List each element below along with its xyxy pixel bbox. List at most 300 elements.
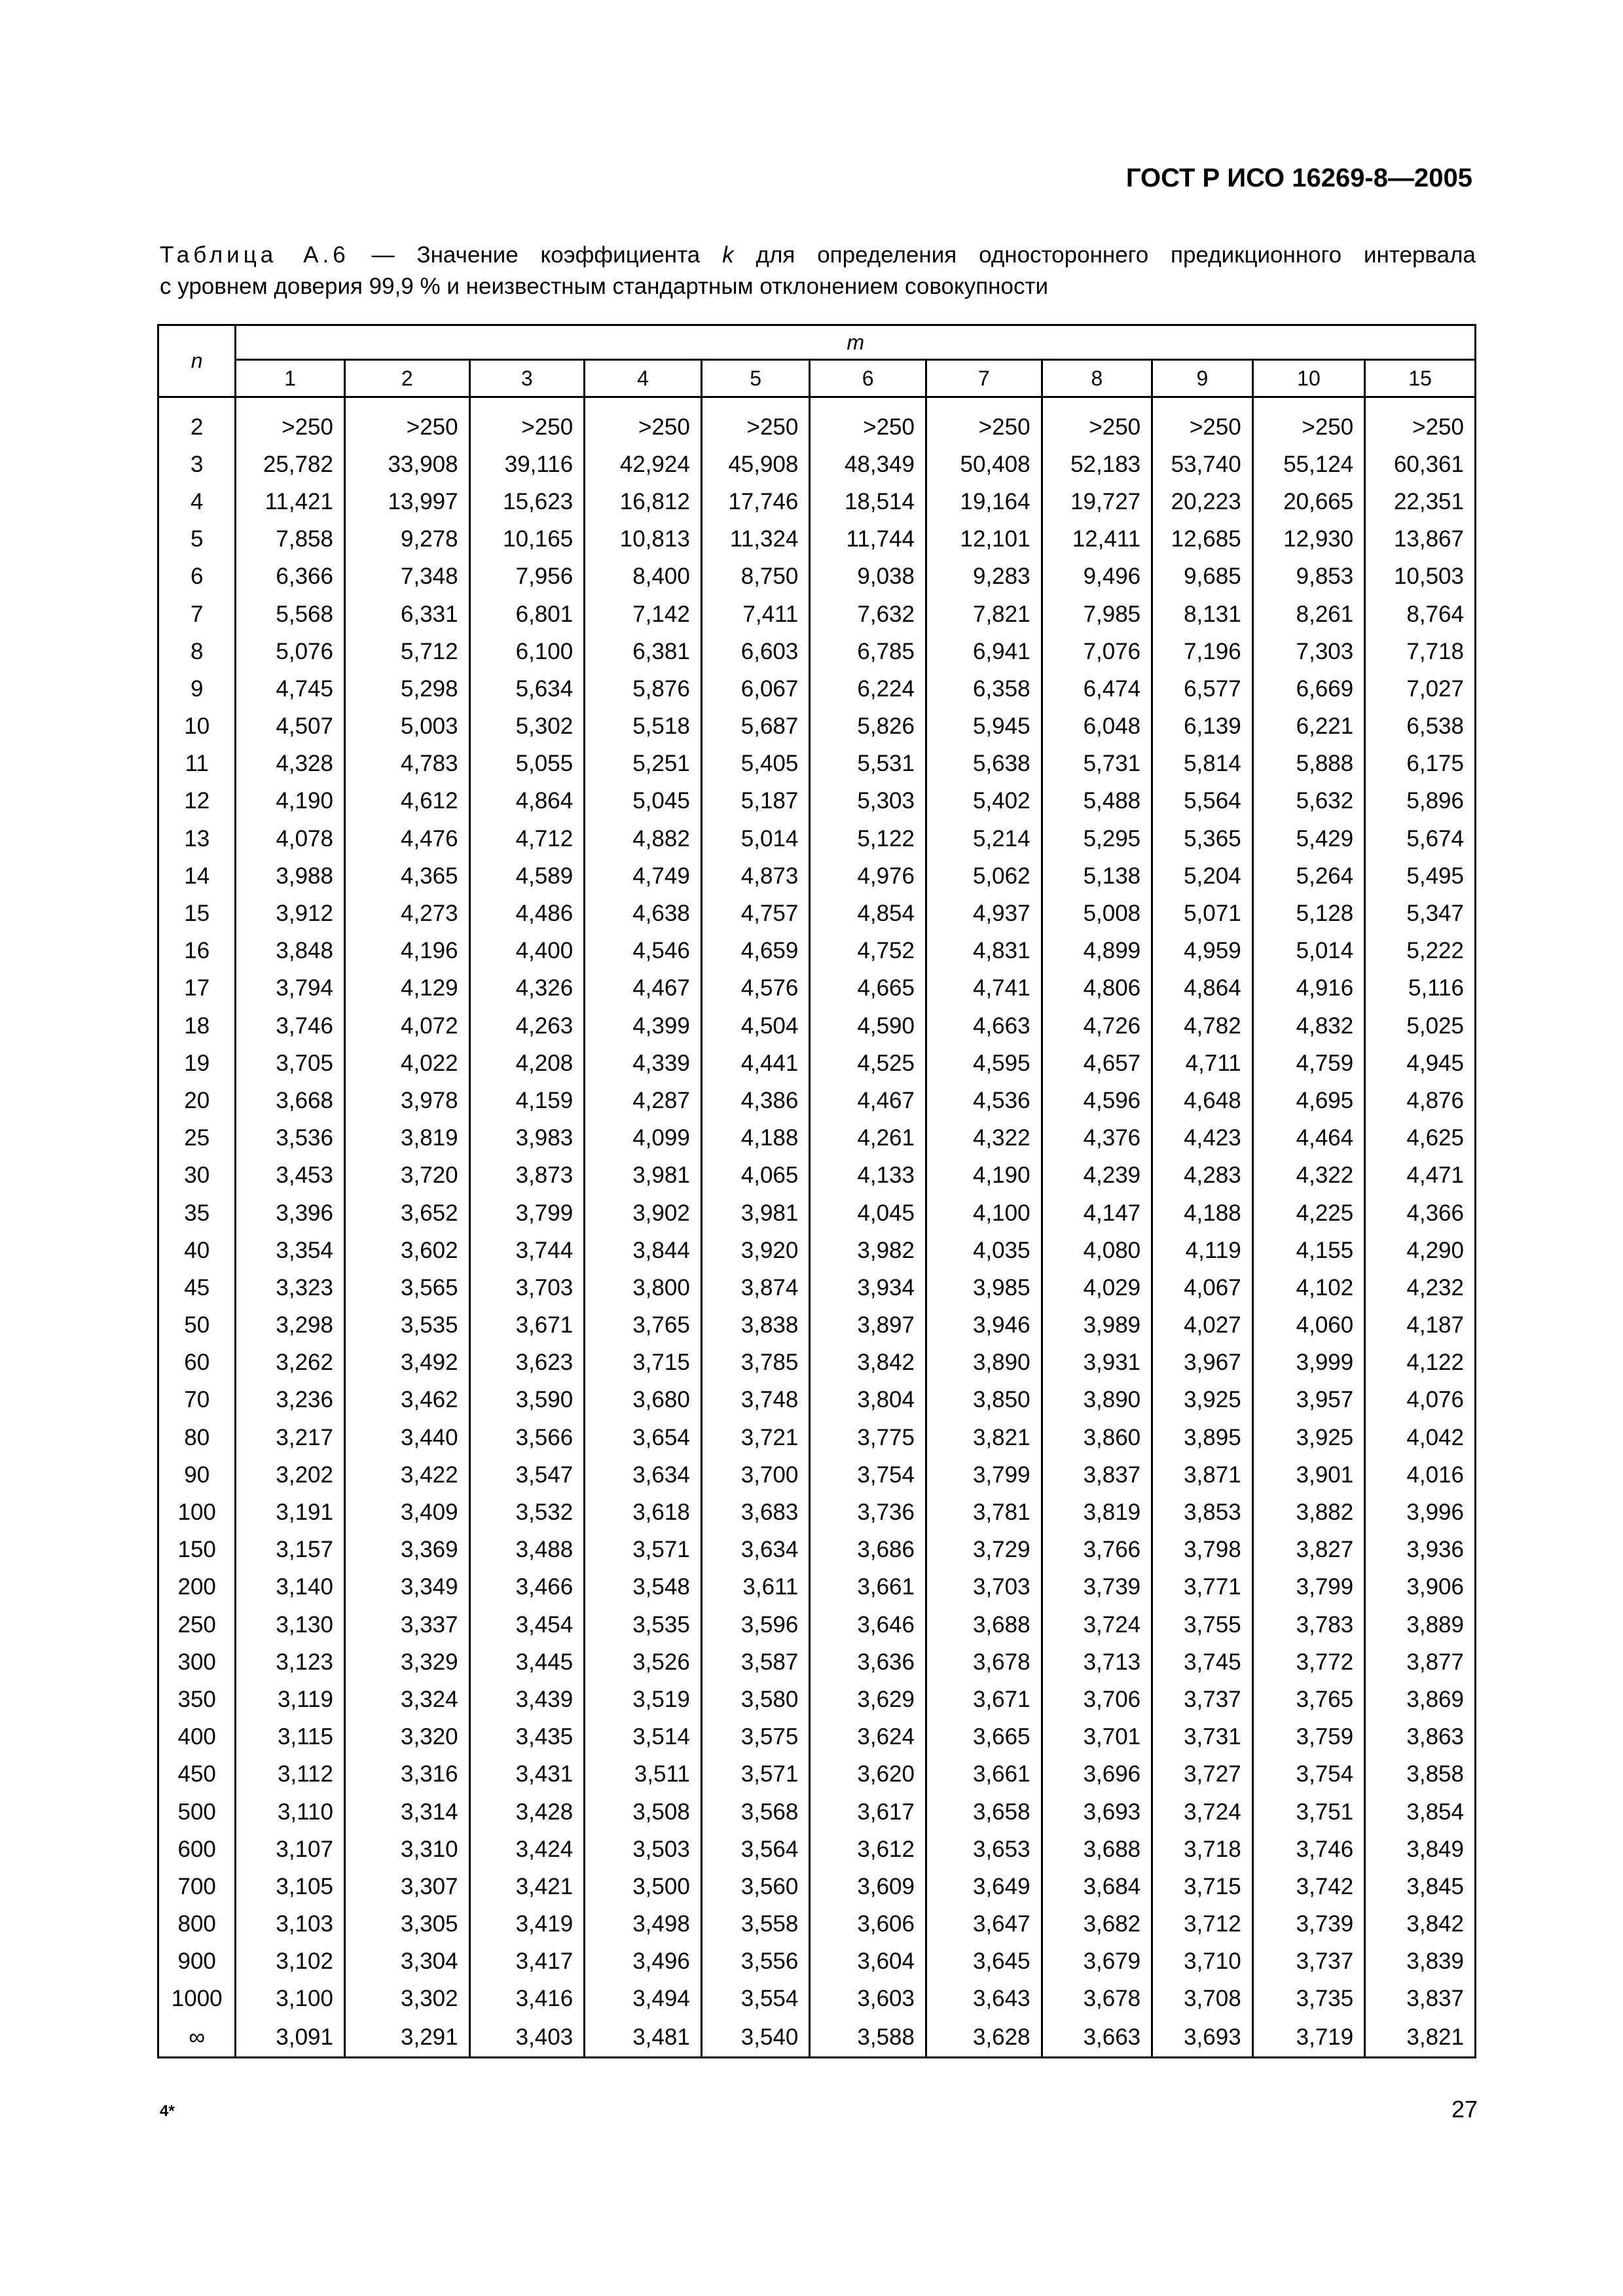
n-value: 9 bbox=[158, 670, 236, 708]
k-value-cell: >250 bbox=[585, 408, 702, 446]
k-value-cell: 3,925 bbox=[1152, 1382, 1253, 1419]
k-value-cell: 3,435 bbox=[469, 1719, 585, 1756]
k-value-cell: 7,142 bbox=[585, 596, 702, 633]
k-value-cell: 3,590 bbox=[469, 1382, 585, 1419]
k-value-cell: 4,261 bbox=[810, 1120, 926, 1157]
table-row bbox=[158, 783, 1476, 820]
k-value-cell: 20,223 bbox=[1152, 483, 1253, 520]
table-row bbox=[158, 483, 1476, 520]
m-value-header: 3 bbox=[469, 360, 585, 397]
k-value-cell: 3,324 bbox=[344, 1681, 469, 1718]
k-value-cell: 5,025 bbox=[1365, 1007, 1476, 1045]
k-value-cell: 4,864 bbox=[1152, 970, 1253, 1007]
k-value-cell: 45,908 bbox=[701, 446, 810, 483]
n-value: 4 bbox=[158, 483, 236, 520]
k-value-cell: 5,214 bbox=[926, 820, 1042, 857]
k-value-cell: 3,703 bbox=[469, 1269, 585, 1306]
k-value-cell: 3,712 bbox=[1152, 1906, 1253, 1943]
spacer-cell bbox=[585, 397, 702, 409]
k-value-cell: 3,957 bbox=[1252, 1382, 1365, 1419]
k-value-cell: 3,105 bbox=[236, 1868, 345, 1905]
k-value-cell: 3,931 bbox=[1042, 1344, 1152, 1382]
k-value-cell: 3,492 bbox=[344, 1344, 469, 1382]
k-value-cell: 19,164 bbox=[926, 483, 1042, 520]
k-value-cell: 7,303 bbox=[1252, 633, 1365, 670]
n-value: 5 bbox=[158, 521, 236, 558]
table-row bbox=[158, 895, 1476, 932]
k-value-cell: 3,720 bbox=[344, 1157, 469, 1194]
table-row bbox=[158, 670, 1476, 708]
k-value-cell: >250 bbox=[469, 408, 585, 446]
k-value-cell: 4,831 bbox=[926, 933, 1042, 970]
table-row bbox=[158, 708, 1476, 745]
k-value-cell: 3,819 bbox=[344, 1120, 469, 1157]
k-value-cell: 5,896 bbox=[1365, 783, 1476, 820]
n-value: 8 bbox=[158, 633, 236, 670]
n-value: 40 bbox=[158, 1232, 236, 1269]
caption-line-2: с уровнем доверия 99,9 % и неизвестным стандартным отклонением совокупности bbox=[160, 274, 1049, 299]
k-value-cell: 3,982 bbox=[810, 1232, 926, 1269]
k-value-cell: 3,897 bbox=[810, 1307, 926, 1344]
k-value-cell: 3,895 bbox=[1152, 1419, 1253, 1456]
k-value-cell: 3,724 bbox=[1152, 1793, 1253, 1831]
k-value-cell: 5,826 bbox=[810, 708, 926, 745]
k-value-cell: 5,564 bbox=[1152, 783, 1253, 820]
k-value-cell: 3,130 bbox=[236, 1606, 345, 1643]
k-value-cell: 3,606 bbox=[810, 1906, 926, 1943]
k-value-cell: 3,349 bbox=[344, 1569, 469, 1606]
k-value-cell: 10,813 bbox=[585, 521, 702, 558]
k-value-cell: 3,566 bbox=[469, 1419, 585, 1456]
k-value-cell: 9,283 bbox=[926, 558, 1042, 596]
k-value-cell: 6,381 bbox=[585, 633, 702, 670]
k-value-cell: 4,899 bbox=[1042, 933, 1152, 970]
k-value-cell: 4,287 bbox=[585, 1082, 702, 1119]
k-value-cell: 3,882 bbox=[1252, 1494, 1365, 1531]
k-value-cell: 4,873 bbox=[701, 857, 810, 895]
n-value: 350 bbox=[158, 1681, 236, 1718]
k-value-cell: 6,175 bbox=[1365, 745, 1476, 783]
k-value-cell: 9,038 bbox=[810, 558, 926, 596]
k-value-cell: 3,302 bbox=[344, 1981, 469, 2018]
k-value-cell: 3,794 bbox=[236, 970, 345, 1007]
k-value-cell: 4,122 bbox=[1365, 1344, 1476, 1382]
k-value-cell: 6,100 bbox=[469, 633, 585, 670]
k-value-cell: 4,060 bbox=[1252, 1307, 1365, 1344]
k-value-cell: 5,008 bbox=[1042, 895, 1152, 932]
k-value-cell: 3,744 bbox=[469, 1232, 585, 1269]
k-value-cell: 5,045 bbox=[585, 783, 702, 820]
k-value-cell: 4,467 bbox=[585, 970, 702, 1007]
standard-code: ГОСТ Р ИСО 16269-8—2005 bbox=[1125, 164, 1472, 192]
k-value-cell: 4,504 bbox=[701, 1007, 810, 1045]
k-value-cell: 3,652 bbox=[344, 1194, 469, 1232]
k-value-cell: 5,014 bbox=[1252, 933, 1365, 970]
k-value-cell: 4,376 bbox=[1042, 1120, 1152, 1157]
n-value: 12 bbox=[158, 783, 236, 820]
k-value-cell: 3,604 bbox=[810, 1943, 926, 1981]
k-value-cell: 4,467 bbox=[810, 1082, 926, 1119]
k-value-cell: 6,538 bbox=[1365, 708, 1476, 745]
n-value: 1000 bbox=[158, 1981, 236, 2018]
n-value: 16 bbox=[158, 933, 236, 970]
n-value: 13 bbox=[158, 820, 236, 857]
k-value-cell: 3,739 bbox=[1042, 1569, 1152, 1606]
n-value: 45 bbox=[158, 1269, 236, 1306]
k-value-cell: 3,488 bbox=[469, 1532, 585, 1569]
k-value-cell: 3,661 bbox=[810, 1569, 926, 1606]
k-value-cell: >250 bbox=[236, 408, 345, 446]
k-value-cell: 3,428 bbox=[469, 1793, 585, 1831]
k-value-cell: 4,864 bbox=[469, 783, 585, 820]
k-value-cell: 4,749 bbox=[585, 857, 702, 895]
k-value-cell: 3,799 bbox=[926, 1456, 1042, 1494]
k-value-cell: 3,602 bbox=[344, 1232, 469, 1269]
k-value-cell: 3,620 bbox=[810, 1756, 926, 1793]
k-value-cell: 3,746 bbox=[236, 1007, 345, 1045]
k-value-cell: 4,589 bbox=[469, 857, 585, 895]
k-value-cell: 3,440 bbox=[344, 1419, 469, 1456]
k-value-cell: 3,804 bbox=[810, 1382, 926, 1419]
k-value-cell: >250 bbox=[810, 408, 926, 446]
k-value-cell: 4,625 bbox=[1365, 1120, 1476, 1157]
table-row bbox=[158, 1532, 1476, 1569]
k-value-cell: 12,930 bbox=[1252, 521, 1365, 558]
k-value-cell: 3,693 bbox=[1152, 2018, 1253, 2058]
n-value: 100 bbox=[158, 1494, 236, 1531]
k-value-cell: 3,754 bbox=[810, 1456, 926, 1494]
k-value-cell: 33,908 bbox=[344, 446, 469, 483]
k-value-cell: 4,759 bbox=[1252, 1045, 1365, 1082]
k-value-cell: >250 bbox=[926, 408, 1042, 446]
k-value-cell: 5,138 bbox=[1042, 857, 1152, 895]
k-value-cell: 5,634 bbox=[469, 670, 585, 708]
k-value-cell: 3,481 bbox=[585, 2018, 702, 2058]
k-value-cell: 3,671 bbox=[926, 1681, 1042, 1718]
k-value-cell: 3,115 bbox=[236, 1719, 345, 1756]
table-row bbox=[158, 1681, 1476, 1718]
k-value-cell: 3,751 bbox=[1252, 1793, 1365, 1831]
table-row bbox=[158, 1419, 1476, 1456]
spacer-cell bbox=[344, 397, 469, 409]
k-value-cell: 4,695 bbox=[1252, 1082, 1365, 1119]
k-value-cell: 3,532 bbox=[469, 1494, 585, 1531]
k-value-cell: 3,708 bbox=[1152, 1981, 1253, 2018]
k-value-cell: 6,801 bbox=[469, 596, 585, 633]
k-value-cell: 3,623 bbox=[469, 1344, 585, 1382]
spacer-cell bbox=[158, 397, 236, 409]
n-value: 6 bbox=[158, 558, 236, 596]
sheet-mark: 4* bbox=[160, 2102, 175, 2120]
k-value-cell: 3,737 bbox=[1252, 1943, 1365, 1981]
k-value-cell: 3,191 bbox=[236, 1494, 345, 1531]
k-value-cell: 4,423 bbox=[1152, 1120, 1253, 1157]
n-value: 18 bbox=[158, 1007, 236, 1045]
k-value-cell: 3,989 bbox=[1042, 1307, 1152, 1344]
spacer-cell bbox=[469, 397, 585, 409]
k-value-cell: 3,746 bbox=[1252, 1831, 1365, 1868]
k-value-cell: 3,112 bbox=[236, 1756, 345, 1793]
k-value-cell: 4,854 bbox=[810, 895, 926, 932]
k-value-cell: 4,576 bbox=[701, 970, 810, 1007]
k-value-cell: 3,618 bbox=[585, 1494, 702, 1531]
n-value: 400 bbox=[158, 1719, 236, 1756]
k-value-cell: 4,648 bbox=[1152, 1082, 1253, 1119]
n-value: 200 bbox=[158, 1569, 236, 1606]
k-value-cell: 3,755 bbox=[1152, 1606, 1253, 1643]
k-value-cell: 4,590 bbox=[810, 1007, 926, 1045]
k-value-cell: 3,765 bbox=[1252, 1681, 1365, 1718]
k-value-cell: 3,403 bbox=[469, 2018, 585, 2058]
k-value-cell: 3,736 bbox=[810, 1494, 926, 1531]
k-value-cell: 6,785 bbox=[810, 633, 926, 670]
k-value-cell: 7,956 bbox=[469, 558, 585, 596]
table-row bbox=[158, 970, 1476, 1007]
k-value-cell: 4,133 bbox=[810, 1157, 926, 1194]
k-value-cell: 3,799 bbox=[469, 1194, 585, 1232]
n-value: 900 bbox=[158, 1943, 236, 1981]
k-value-cell: 3,684 bbox=[1042, 1868, 1152, 1905]
k-value-cell: 3,705 bbox=[236, 1045, 345, 1082]
k-value-cell: 5,712 bbox=[344, 633, 469, 670]
k-value-cell: 5,295 bbox=[1042, 820, 1152, 857]
k-value-cell: 6,603 bbox=[701, 633, 810, 670]
k-value-cell: 3,996 bbox=[1365, 1494, 1476, 1531]
k-value-cell: 3,202 bbox=[236, 1456, 345, 1494]
k-value-cell: 3,978 bbox=[344, 1082, 469, 1119]
table-row bbox=[158, 1382, 1476, 1419]
n-value: 150 bbox=[158, 1532, 236, 1569]
k-value-cell: 3,305 bbox=[344, 1906, 469, 1943]
k-value-cell: 3,663 bbox=[1042, 2018, 1152, 2058]
k-value-cell: 3,715 bbox=[1152, 1868, 1253, 1905]
k-value-cell: 17,746 bbox=[701, 483, 810, 520]
k-value-cell: 3,612 bbox=[810, 1831, 926, 1868]
k-value-cell: 3,889 bbox=[1365, 1606, 1476, 1643]
k-value-cell: 3,860 bbox=[1042, 1419, 1152, 1456]
k-value-cell: 3,842 bbox=[1365, 1906, 1476, 1943]
k-value-cell: >250 bbox=[1252, 408, 1365, 446]
k-value-cell: 3,419 bbox=[469, 1906, 585, 1943]
k-value-cell: 3,123 bbox=[236, 1643, 345, 1681]
k-value-cell: 3,902 bbox=[585, 1194, 702, 1232]
k-value-cell: 4,100 bbox=[926, 1194, 1042, 1232]
k-value-cell: 3,565 bbox=[344, 1269, 469, 1306]
k-value-cell: 4,916 bbox=[1252, 970, 1365, 1007]
k-value-cell: 3,548 bbox=[585, 1569, 702, 1606]
k-value-cell: 3,494 bbox=[585, 1981, 702, 2018]
k-value-cell: 7,858 bbox=[236, 521, 345, 558]
k-symbol: k bbox=[722, 242, 734, 268]
k-value-cell: 5,429 bbox=[1252, 820, 1365, 857]
k-value-cell: 5,731 bbox=[1042, 745, 1152, 783]
k-value-cell: 3,700 bbox=[701, 1456, 810, 1494]
table-row bbox=[158, 1643, 1476, 1681]
k-value-cell: 3,624 bbox=[810, 1719, 926, 1756]
k-value-cell: 3,603 bbox=[810, 1981, 926, 2018]
k-value-cell: 5,632 bbox=[1252, 783, 1365, 820]
k-value-cell: 3,678 bbox=[926, 1643, 1042, 1681]
k-value-cell: 3,445 bbox=[469, 1643, 585, 1681]
k-value-cell: 3,422 bbox=[344, 1456, 469, 1494]
k-value-cell: 6,224 bbox=[810, 670, 926, 708]
k-value-cell: 4,232 bbox=[1365, 1269, 1476, 1306]
n-value: 14 bbox=[158, 857, 236, 895]
k-value-cell: 11,744 bbox=[810, 521, 926, 558]
k-value-cell: 4,712 bbox=[469, 820, 585, 857]
k-value-cell: 6,366 bbox=[236, 558, 345, 596]
n-value: 19 bbox=[158, 1045, 236, 1082]
k-value-cell: 4,188 bbox=[1152, 1194, 1253, 1232]
k-value-cell: 5,003 bbox=[344, 708, 469, 745]
k-value-cell: 3,665 bbox=[926, 1719, 1042, 1756]
k-value-cell: 3,647 bbox=[926, 1906, 1042, 1943]
k-value-cell: 3,571 bbox=[701, 1756, 810, 1793]
n-value: 90 bbox=[158, 1456, 236, 1494]
table-row bbox=[158, 633, 1476, 670]
k-value-cell: 22,351 bbox=[1365, 483, 1476, 520]
table-row bbox=[158, 1456, 1476, 1494]
m-value-header: 10 bbox=[1252, 360, 1365, 397]
k-value-cell: 9,496 bbox=[1042, 558, 1152, 596]
k-value-cell: 4,476 bbox=[344, 820, 469, 857]
k-value-cell: 4,022 bbox=[344, 1045, 469, 1082]
k-value-cell: 4,328 bbox=[236, 745, 345, 783]
k-value-cell: 8,131 bbox=[1152, 596, 1253, 633]
k-value-cell: 3,837 bbox=[1365, 1981, 1476, 2018]
k-value-cell: 4,507 bbox=[236, 708, 345, 745]
k-value-cell: 4,273 bbox=[344, 895, 469, 932]
k-value-cell: 3,508 bbox=[585, 1793, 702, 1831]
k-value-cell: 3,838 bbox=[701, 1307, 810, 1344]
k-value-cell: 9,278 bbox=[344, 521, 469, 558]
k-value-cell: 3,262 bbox=[236, 1344, 345, 1382]
table-row bbox=[158, 1756, 1476, 1793]
k-value-cell: 5,347 bbox=[1365, 895, 1476, 932]
k-value-cell: 3,431 bbox=[469, 1756, 585, 1793]
k-value-cell: 3,636 bbox=[810, 1643, 926, 1681]
k-value-cell: 3,217 bbox=[236, 1419, 345, 1456]
k-value-cell: 3,781 bbox=[926, 1494, 1042, 1531]
k-value-cell: 3,535 bbox=[585, 1606, 702, 1643]
caption-main: — Значение коэффициента bbox=[349, 242, 723, 268]
k-value-cell: 4,595 bbox=[926, 1045, 1042, 1082]
table-row bbox=[158, 1082, 1476, 1119]
k-value-cell: 3,799 bbox=[1252, 1569, 1365, 1606]
k-value-cell: 3,869 bbox=[1365, 1681, 1476, 1718]
k-value-cell: 6,221 bbox=[1252, 708, 1365, 745]
table-row bbox=[158, 820, 1476, 857]
k-value-cell: 3,765 bbox=[585, 1307, 702, 1344]
k-value-cell: 3,742 bbox=[1252, 1868, 1365, 1905]
k-value-cell: 3,683 bbox=[701, 1494, 810, 1531]
spacer-cell bbox=[1042, 397, 1152, 409]
table-row bbox=[158, 1943, 1476, 1981]
k-value-cell: 3,291 bbox=[344, 2018, 469, 2058]
k-value-cell: 4,042 bbox=[1365, 1419, 1476, 1456]
spacer-cell bbox=[236, 397, 345, 409]
k-value-cell: 4,326 bbox=[469, 970, 585, 1007]
k-value-cell: 3,985 bbox=[926, 1269, 1042, 1306]
k-value-cell: 3,748 bbox=[701, 1382, 810, 1419]
k-value-cell: 3,320 bbox=[344, 1719, 469, 1756]
k-value-cell: 3,912 bbox=[236, 895, 345, 932]
k-value-cell: 3,920 bbox=[701, 1232, 810, 1269]
k-value-cell: 4,959 bbox=[1152, 933, 1253, 970]
k-value-cell: 3,839 bbox=[1365, 1943, 1476, 1981]
k-value-cell: 3,628 bbox=[926, 2018, 1042, 2058]
k-value-cell: 3,890 bbox=[926, 1344, 1042, 1382]
k-value-cell: 4,806 bbox=[1042, 970, 1152, 1007]
k-value-cell: 3,999 bbox=[1252, 1344, 1365, 1382]
k-value-cell: 6,358 bbox=[926, 670, 1042, 708]
n-value: 7 bbox=[158, 596, 236, 633]
k-value-cell: 4,400 bbox=[469, 933, 585, 970]
k-value-cell: 4,147 bbox=[1042, 1194, 1152, 1232]
k-value-cell: 3,646 bbox=[810, 1606, 926, 1643]
k-value-cell: 7,348 bbox=[344, 558, 469, 596]
k-value-cell: 3,558 bbox=[701, 1906, 810, 1943]
k-value-cell: 11,421 bbox=[236, 483, 345, 520]
k-value-cell: 3,091 bbox=[236, 2018, 345, 2058]
table-row bbox=[158, 745, 1476, 783]
k-value-cell: 3,848 bbox=[236, 933, 345, 970]
k-value-cell: 3,766 bbox=[1042, 1532, 1152, 1569]
k-value-cell: >250 bbox=[344, 408, 469, 446]
m-header: m bbox=[236, 325, 1476, 360]
k-value-cell: 3,102 bbox=[236, 1943, 345, 1981]
k-value-cell: 7,196 bbox=[1152, 633, 1253, 670]
n-value: 80 bbox=[158, 1419, 236, 1456]
k-value-cell: 3,981 bbox=[585, 1157, 702, 1194]
k-value-cell: 4,072 bbox=[344, 1007, 469, 1045]
k-value-cell: 4,239 bbox=[1042, 1157, 1152, 1194]
n-value: ∞ bbox=[158, 2018, 236, 2058]
table-row bbox=[158, 2018, 1476, 2058]
k-value-cell: 3,844 bbox=[585, 1232, 702, 1269]
k-value-cell: 3,575 bbox=[701, 1719, 810, 1756]
k-value-cell: 3,416 bbox=[469, 1981, 585, 2018]
k-value-cell: 7,076 bbox=[1042, 633, 1152, 670]
k-value-cell: 4,471 bbox=[1365, 1157, 1476, 1194]
k-value-cell: 3,323 bbox=[236, 1269, 345, 1306]
k-value-cell: 3,634 bbox=[585, 1456, 702, 1494]
k-value-cell: 5,518 bbox=[585, 708, 702, 745]
k-value-cell: 3,853 bbox=[1152, 1494, 1253, 1531]
m-value-header: 8 bbox=[1042, 360, 1152, 397]
k-value-cell: 60,361 bbox=[1365, 446, 1476, 483]
k-value-cell: 4,399 bbox=[585, 1007, 702, 1045]
n-value: 35 bbox=[158, 1194, 236, 1232]
k-value-cell: 3,678 bbox=[1042, 1981, 1152, 2018]
k-value-cell: 11,324 bbox=[701, 521, 810, 558]
k-value-cell: 6,577 bbox=[1152, 670, 1253, 708]
k-value-cell: 4,612 bbox=[344, 783, 469, 820]
k-value-cell: 3,314 bbox=[344, 1793, 469, 1831]
k-value-cell: 3,526 bbox=[585, 1643, 702, 1681]
k-value-cell: 3,547 bbox=[469, 1456, 585, 1494]
k-value-cell: 3,571 bbox=[585, 1532, 702, 1569]
n-value: 30 bbox=[158, 1157, 236, 1194]
k-value-cell: 4,711 bbox=[1152, 1045, 1253, 1082]
table-row bbox=[158, 1831, 1476, 1868]
table-row bbox=[158, 857, 1476, 895]
k-value-cell: 3,236 bbox=[236, 1382, 345, 1419]
k-value-cell: 6,474 bbox=[1042, 670, 1152, 708]
k-value-cell: 3,759 bbox=[1252, 1719, 1365, 1756]
k-value-cell: 3,981 bbox=[701, 1194, 810, 1232]
k-value-cell: 3,727 bbox=[1152, 1756, 1253, 1793]
